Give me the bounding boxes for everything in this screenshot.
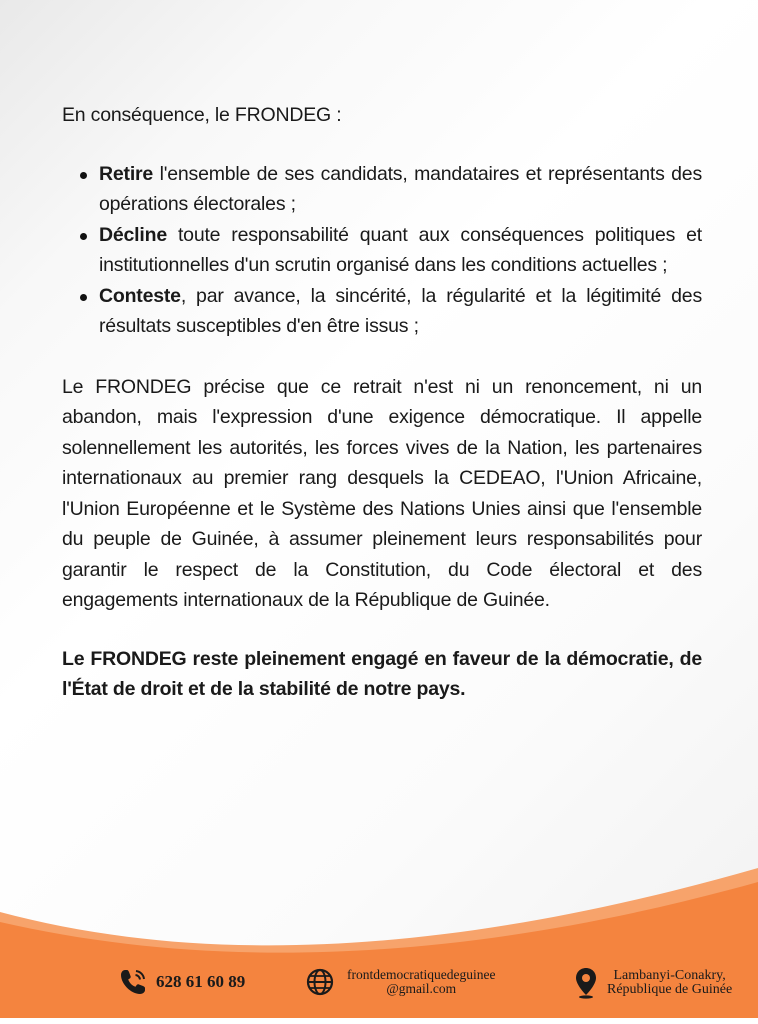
location-line-2: République de Guinée <box>607 982 733 997</box>
bullet-dot-icon <box>80 172 87 179</box>
location-address <box>607 969 732 997</box>
email-address <box>347 968 495 996</box>
closing-statement: Le FRONDEG reste pleinement engagé en faveur de la démocratie, de l'État de droit et de la stabilité de notre pays. <box>62 647 702 700</box>
bullet-item-retire <box>62 159 702 220</box>
bullet-keyword: Conteste <box>99 284 181 307</box>
main-paragraph: Le FRONDEG précise que ce retrait n'est ni un renoncement, ni un abandon, mais l'expression d'une exigence démocratique. Il appelle solennellement les autorités, les forces vives de la Nation, les partenaires internationaux au premier rang desquels la CEDEAO, l'Union Africaine, l'Union Européenne et le Système des Nations Unies ainsi que l'ensemble du peuple de Guinée, à assumer pleinement leurs responsabilités pour garantir le respect de la Constitution, du Code électoral et des engagements internationaux de la République de Guinée. <box>62 375 702 611</box>
bullet-item-conteste <box>62 281 702 342</box>
bullet-keyword: Décline <box>99 223 167 246</box>
bullet-dot-icon <box>80 233 87 240</box>
phone-icon <box>118 967 148 997</box>
intro-line: En conséquence, le FRONDEG : <box>62 104 342 126</box>
document-body <box>62 100 702 705</box>
bullet-keyword: Retire <box>99 162 154 185</box>
bottom-edge <box>0 1018 758 1024</box>
footer-location <box>575 967 732 999</box>
bullet-dot-icon <box>80 294 87 301</box>
globe-icon <box>305 967 335 997</box>
footer-email <box>305 967 495 997</box>
bullet-item-decline <box>62 220 702 281</box>
footer-phone <box>118 967 245 997</box>
map-pin-icon <box>575 967 597 999</box>
bullet-list <box>62 159 702 342</box>
footer <box>0 955 758 1015</box>
email-line-1: frontdemocratiquedeguinee <box>347 967 496 982</box>
location-line-1: Lambanyi-Conakry, <box>613 968 726 983</box>
bullet-text: , par avance, la sincérité, la régularité et la légitimité des résultats susceptibles d'en être issus ; <box>99 284 702 337</box>
email-line-2: @gmail.com <box>386 981 457 996</box>
bullet-text: toute responsabilité quant aux conséquences politiques et institutionnelles d'un scrutin organisé dans les conditions actuelles ; <box>99 223 702 276</box>
phone-number: 628 61 60 89 <box>156 972 246 991</box>
bullet-text: l'ensemble de ses candidats, mandataires et représentants des opérations électorales ; <box>99 162 702 215</box>
